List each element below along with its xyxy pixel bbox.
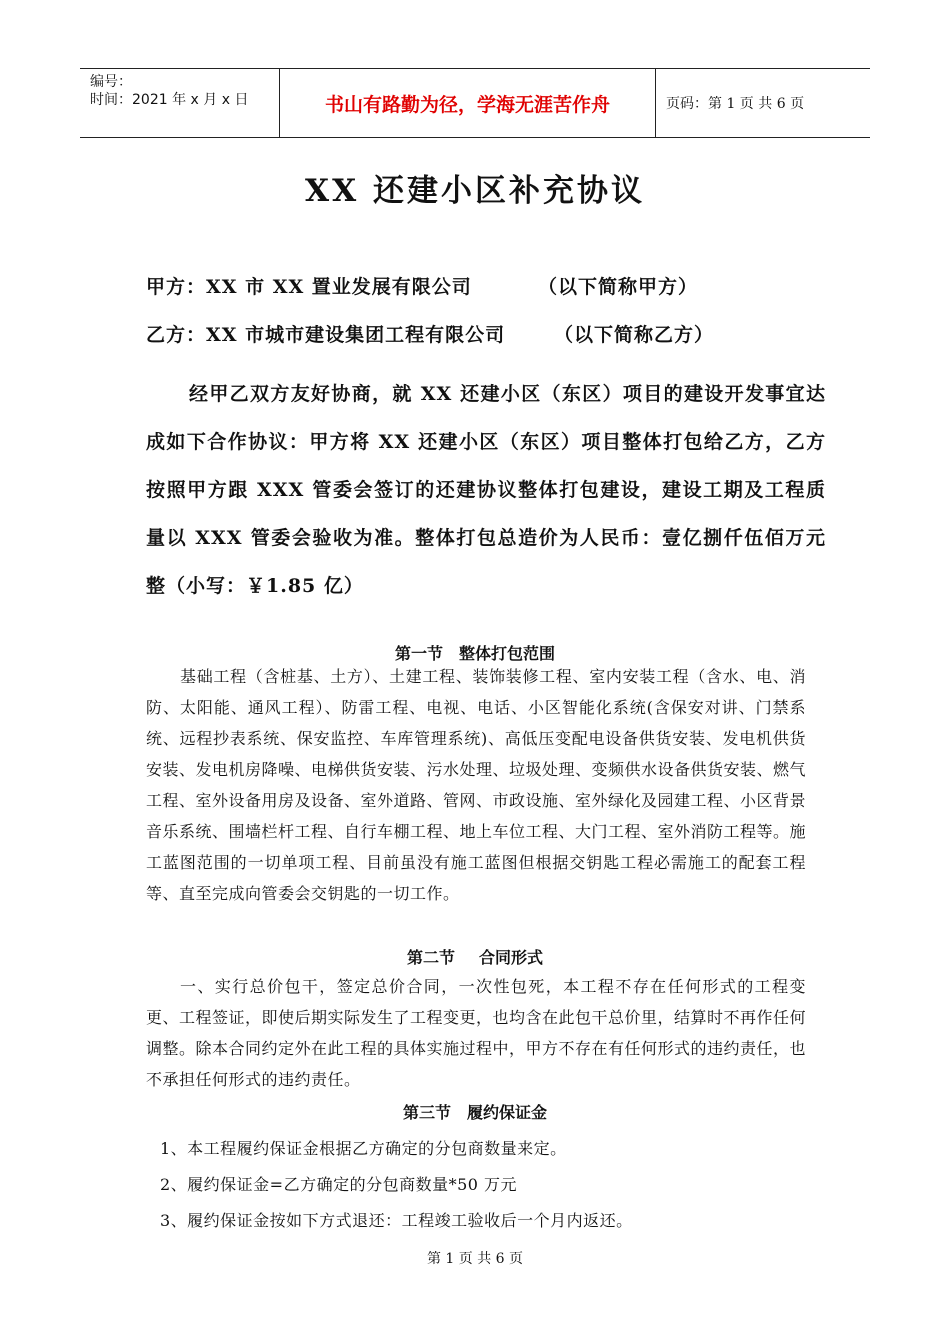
section-2-name: 合同形式: [479, 948, 544, 967]
section-3-name: 履约保证金: [467, 1103, 548, 1122]
time-label: 时间：2021 年 x 月 x 日: [90, 92, 249, 108]
section-2-text: 一、实行总价包干，签定总价合同，一次性包死，本工程不存在任何形式的工程变更、工程签证，即使后期实际发生了工程变更，也均含在此包干总价里，结算时不再作任何调整。除本合同约定外在此工程的具体实施过程中，甲方不存在有任何形式的违约责任，也不承担任何形式的违约责任。: [146, 977, 807, 1089]
intro-paragraph: 经甲乙双方友好协商，就 XX 还建小区（东区）项目的建设开发事宜达成如下合作协议：甲方将 XX 还建小区（东区）项目整体打包给乙方，乙方按照甲方跟 XXX 管委会签订的还建协议整体打包建设，建设工期及工程质量以 XXX 管委会验收为准。整体打包总造价为人民币：壹亿捌仟伍佰万元整（小写：￥1.85 亿）: [146, 383, 826, 597]
section-3-item-1: 1、本工程履约保证金根据乙方确定的分包商数量来定。: [160, 1139, 567, 1158]
section-1-number: 第一节: [394, 644, 443, 663]
section-3-item-3: 3、履约保证金按如下方式退还：工程竣工验收后一个月内返还。: [160, 1211, 633, 1230]
party-a-alias: （以下简称甲方）: [538, 276, 699, 298]
page-footer: 第 1 页 共 6 页: [426, 1251, 524, 1267]
page-header: [80, 68, 870, 138]
header-meta: [80, 69, 280, 137]
section-1-name: 整体打包范围: [459, 644, 556, 663]
header-page-info: 页码：第 1 页 共 6 页: [666, 96, 805, 112]
party-b-alias: （以下简称乙方）: [554, 324, 715, 346]
document-title: XX 还建小区补充协议: [305, 173, 645, 209]
section-1-text: 基础工程（含桩基、土方）、土建工程、装饰装修工程、室内安装工程（含水、电、消防、太阳能、通风工程）、防雷工程、电视、电话、小区智能化系统(含保安对讲、门禁系统、远程抄表系统、保安监控、车库管理系统)、高低压变配电设备供货安装、发电机供货安装、发电机房降噪、电梯供货安装、污水处理、垃圾处理、变频供水设备供货安装、燃气工程、室外设备用房及设备、室外道路、管网、市政设施、室外绿化及园建工程、小区背景音乐系统、围墙栏杆工程、自行车棚工程、地上车位工程、大门工程、室外消防工程等。施工蓝图范围的一切单项工程、目前虽没有施工蓝图但根据交钥匙工程必需施工的配套工程等、直至完成向管委会交钥匙的一切工作。: [146, 667, 807, 903]
header-motto: 书山有路勤为径，学海无涯苦作舟: [280, 69, 656, 137]
section-3-heading: [0, 1100, 950, 1123]
party-b-name: 乙方：XX 市城市建设集团工程有限公司: [146, 324, 506, 346]
section-3-item-2: 2、履约保证金=乙方确定的分包商数量*50 万元: [160, 1175, 518, 1194]
section-2-heading: [0, 945, 950, 968]
section-3-number: 第三节: [402, 1103, 451, 1122]
section-2-number: 第二节: [406, 948, 455, 967]
party-b: [146, 320, 715, 347]
serial-label: 编号：: [90, 74, 132, 90]
party-a-name: 甲方：XX 市 XX 置业发展有限公司: [146, 276, 472, 298]
party-a: [146, 272, 699, 299]
